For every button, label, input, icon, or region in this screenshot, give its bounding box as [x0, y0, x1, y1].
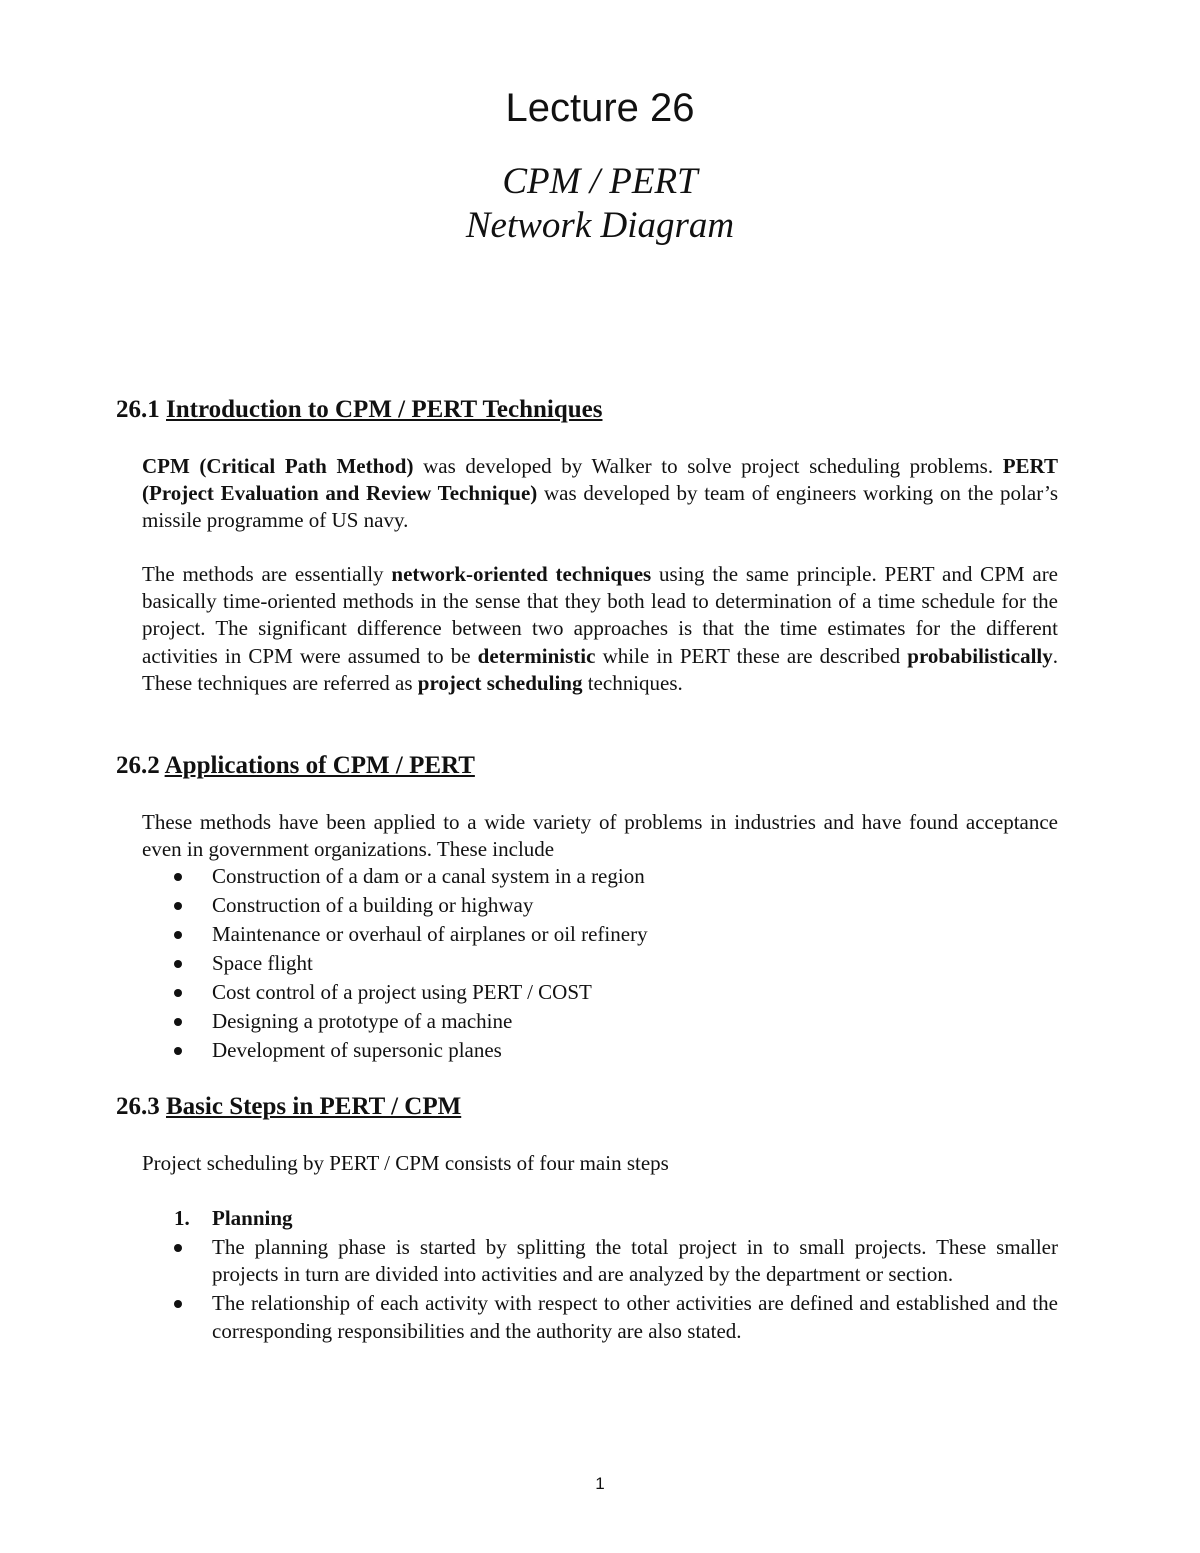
applications-intro-text: These methods have been applied to a wide variety of problems in industries and have found acceptance even in government organizations. These include — [142, 810, 1058, 862]
list-item-text: Space flight — [212, 951, 313, 975]
bullet-icon — [174, 931, 182, 939]
bold-term: probabilistically — [907, 643, 1053, 668]
text-run: was developed by Walker to solve project scheduling problems. — [413, 454, 1003, 478]
text-run: . These techniques are referred as — [142, 643, 1058, 695]
bullet-icon — [174, 873, 182, 881]
list-item — [142, 1234, 1058, 1288]
list-item — [142, 1290, 1058, 1344]
bullet-icon — [174, 1047, 182, 1055]
step-planning — [142, 1204, 1058, 1345]
text-run: while in PERT these are described — [595, 643, 908, 668]
applications-intro — [142, 809, 1058, 863]
bold-term: CPM (Critical Path Method) — [142, 454, 414, 478]
bold-term: network-oriented techniques — [391, 562, 652, 586]
subtitle-network-diagram: Network Diagram — [465, 205, 735, 246]
list-item-text: Maintenance or overhaul of airplanes or oil refinery — [212, 922, 648, 946]
bullet-icon — [174, 1244, 182, 1252]
section-heading-26-3 — [116, 1093, 461, 1121]
text-run: techniques. — [582, 670, 683, 695]
text-run: using the same principle. PERT and CPM are basically time-oriented methods in the sense that they both lead to determination of a time schedule for the project. The significant difference between two approaches is that the time estimates for the different activities in CPM were assumed to be — [142, 562, 1059, 668]
section-title: Introduction to CPM / PERT Techniques — [166, 396, 603, 423]
step-heading — [142, 1204, 1058, 1232]
intro-paragraph-1 — [142, 453, 1058, 535]
list-item-text: Cost control of a project using PERT / COST — [212, 980, 592, 1004]
page-number: 1 — [595, 1474, 605, 1493]
bold-term: deterministic — [477, 643, 596, 668]
section-number: 26.3 — [116, 1093, 160, 1120]
bold-term: project scheduling — [417, 670, 583, 695]
section-title: Applications of CPM / PERT — [164, 752, 475, 779]
list-item — [142, 862, 1058, 891]
list-item-text: Construction of a dam or a canal system in a region — [212, 864, 645, 888]
section-heading-26-2 — [116, 752, 475, 780]
list-item-text: Development of supersonic planes — [212, 1038, 502, 1062]
list-item — [142, 891, 1058, 920]
list-item-text: The relationship of each activity with respect to other activities are defined and established and the corresponding responsibilities and the authority are also stated. — [212, 1291, 1058, 1343]
step-title: Planning — [212, 1206, 293, 1230]
bullet-icon — [174, 960, 182, 968]
text-run: The methods are essentially — [142, 562, 392, 586]
section-number: 26.1 — [116, 396, 160, 423]
section-title: Basic Steps in PERT / CPM — [166, 1093, 462, 1120]
intro-paragraph-2 — [142, 561, 1058, 697]
text-run: was developed by team of engineers working on the polar’s missile programme of US navy. — [142, 481, 1058, 533]
section-heading-26-1 — [116, 396, 602, 424]
step-number: 1. — [174, 1206, 190, 1230]
bold-term: PERT (Project Evaluation and Review Technique) — [142, 454, 1058, 506]
list-item — [142, 949, 1058, 978]
steps-intro — [142, 1150, 1058, 1177]
subtitle-cpm-pert: CPM / PERT — [502, 161, 698, 202]
bullet-icon — [174, 989, 182, 997]
list-item-text: The planning phase is started by splitting the total project in to small projects. These smaller projects in turn are divided into activities and are analyzed by the department or section. — [212, 1235, 1058, 1287]
steps-intro-text: Project scheduling by PERT / CPM consists of four main steps — [142, 1151, 669, 1175]
list-item — [142, 1007, 1058, 1036]
list-item-text: Construction of a building or highway — [212, 893, 534, 917]
list-item — [142, 920, 1058, 949]
bullet-icon — [174, 1300, 182, 1308]
planning-bullets — [142, 1234, 1058, 1345]
lecture-title: Lecture 26 — [505, 86, 695, 130]
bullet-icon — [174, 1018, 182, 1026]
bullet-icon — [174, 902, 182, 910]
list-item — [142, 978, 1058, 1007]
list-item — [142, 1036, 1058, 1065]
applications-list — [142, 862, 1058, 1065]
section-number: 26.2 — [116, 752, 160, 779]
list-item-text: Designing a prototype of a machine — [212, 1009, 513, 1033]
